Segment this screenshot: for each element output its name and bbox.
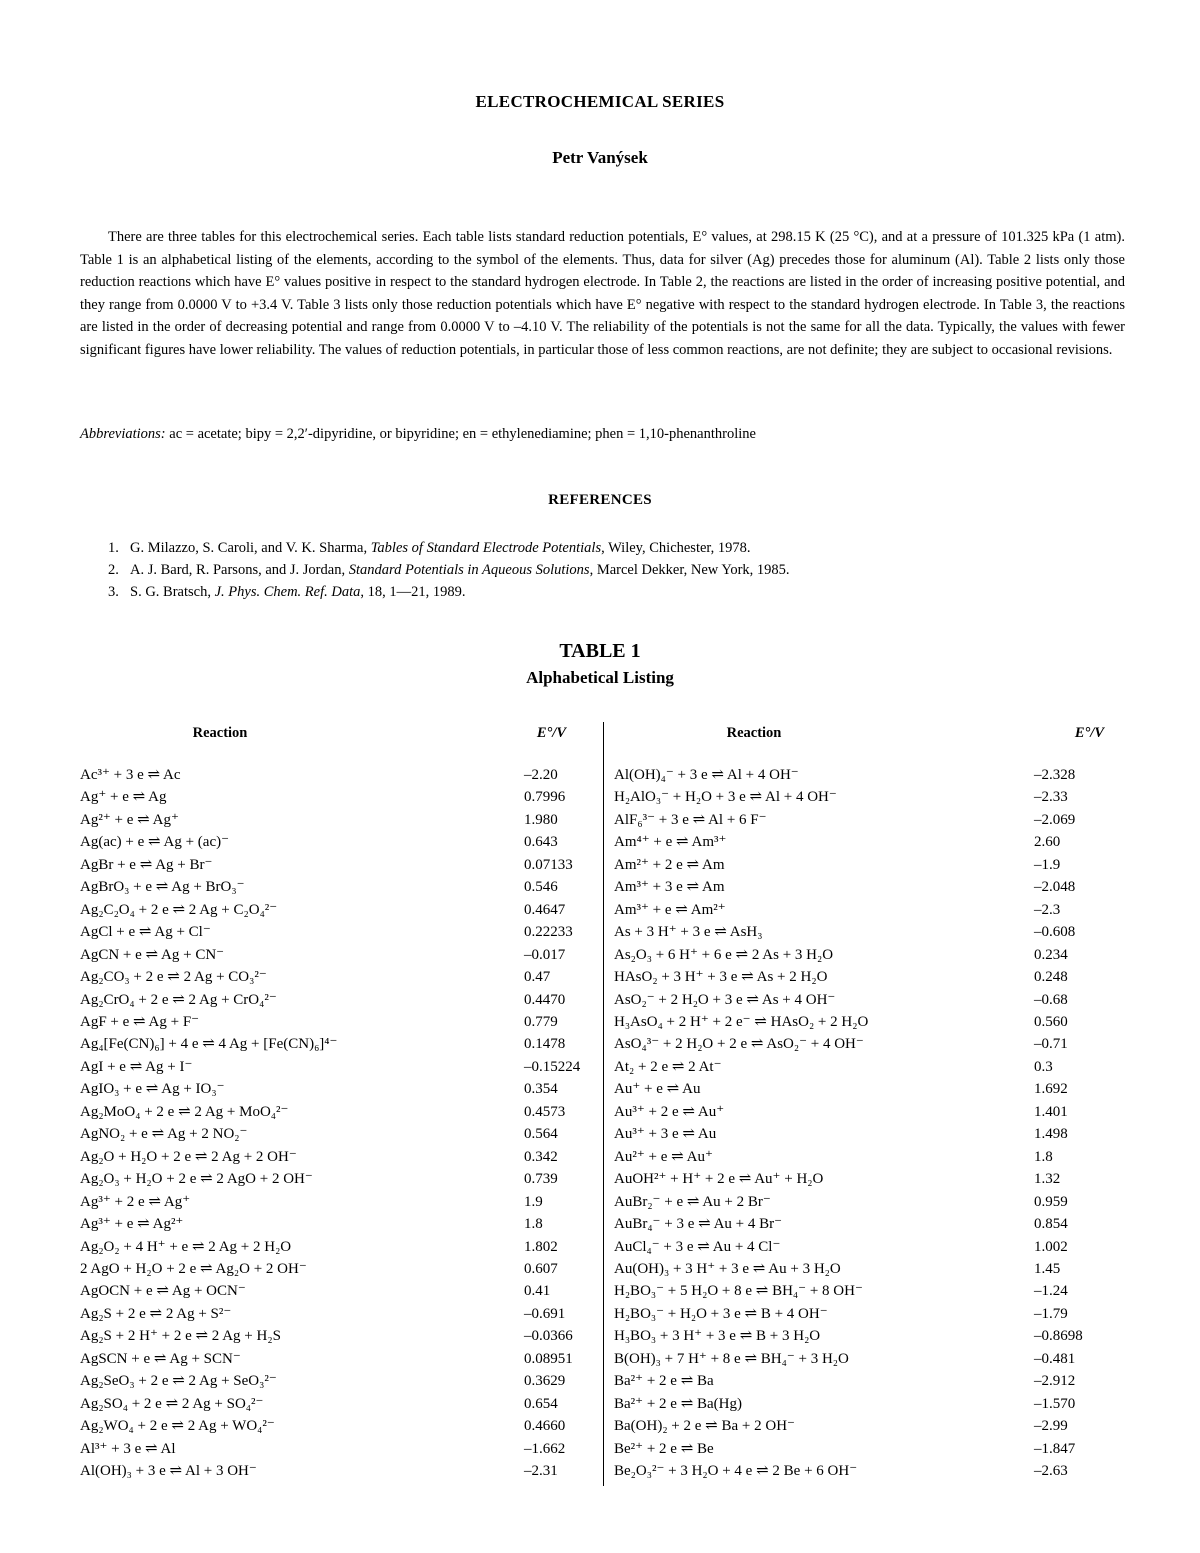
table-title: TABLE 1 bbox=[559, 640, 641, 662]
potential-cell: 1.8 bbox=[524, 1216, 543, 1233]
potential-cell: 0.654 bbox=[524, 1395, 558, 1412]
potential-cell: 0.248 bbox=[1034, 969, 1068, 986]
table-row bbox=[80, 966, 580, 988]
reaction-cell: Ag³⁺ + 2 e ⇌ Ag⁺ bbox=[80, 1193, 191, 1210]
table-subtitle: Alphabetical Listing bbox=[526, 668, 674, 687]
table-row bbox=[80, 1348, 580, 1370]
potential-cell: 1.8 bbox=[1034, 1148, 1053, 1165]
reaction-cell: Am²⁺ + 2 e ⇌ Am bbox=[614, 856, 725, 873]
table-row bbox=[80, 899, 580, 921]
reaction-cell: At₂ + 2 e ⇌ 2 At⁻ bbox=[614, 1058, 722, 1075]
reaction-cell: Au⁺ + e ⇌ Au bbox=[614, 1081, 701, 1098]
reaction-cell: Au²⁺ + e ⇌ Au⁺ bbox=[614, 1148, 713, 1165]
reaction-cell: Ag₂WO₄ + 2 e ⇌ 2 Ag + WO₄²⁻ bbox=[80, 1418, 275, 1435]
reference-number: 3. bbox=[108, 584, 119, 600]
potential-cell: 1.002 bbox=[1034, 1238, 1068, 1255]
potential-cell: –0.481 bbox=[1034, 1350, 1076, 1367]
reaction-cell: Ag₂O + H₂O + 2 e ⇌ 2 Ag + 2 OH⁻ bbox=[80, 1148, 297, 1165]
potential-cell: –1.847 bbox=[1034, 1440, 1076, 1457]
table-row bbox=[614, 831, 1104, 853]
table-row bbox=[614, 899, 1104, 921]
table-row bbox=[614, 876, 1104, 898]
potential-cell: –0.608 bbox=[1034, 924, 1076, 941]
table-rows bbox=[80, 764, 580, 1483]
reaction-cell: Be₂O₃²⁻ + 3 H₂O + 4 e ⇌ 2 Be + 6 OH⁻ bbox=[614, 1463, 858, 1480]
table-row bbox=[80, 989, 580, 1011]
table-row bbox=[614, 966, 1104, 988]
table-row bbox=[80, 1438, 580, 1460]
table-row bbox=[614, 1393, 1104, 1415]
potential-cell: 0.342 bbox=[524, 1148, 558, 1165]
potential-cell: –0.71 bbox=[1034, 1036, 1068, 1053]
table-row bbox=[80, 1191, 580, 1213]
reaction-cell: Ba²⁺ + 2 e ⇌ Ba bbox=[614, 1373, 714, 1390]
reference-title: J. Phys. Chem. Ref. Data bbox=[214, 584, 361, 600]
potential-cell: 0.4660 bbox=[524, 1418, 566, 1435]
reference-details: , 18, 1—21, 1989. bbox=[360, 584, 466, 600]
potential-cell: 0.546 bbox=[524, 879, 558, 896]
reaction-cell: AgCl + e ⇌ Ag + Cl⁻ bbox=[80, 924, 211, 941]
reaction-cell: 2 AgO + H₂O + 2 e ⇌ Ag₂O + 2 OH⁻ bbox=[80, 1260, 307, 1277]
reaction-cell: Be²⁺ + 2 e ⇌ Be bbox=[614, 1440, 714, 1457]
reaction-cell: Ag₂CO₃ + 2 e ⇌ 2 Ag + CO₃²⁻ bbox=[80, 969, 267, 986]
table-row bbox=[80, 1056, 580, 1078]
reaction-cell: Ag₂O₂ + 4 H⁺ + e ⇌ 2 Ag + 2 H₂O bbox=[80, 1238, 292, 1255]
potential-cell: 0.4647 bbox=[524, 901, 566, 918]
table-row bbox=[80, 1011, 580, 1033]
reaction-cell: As₂O₃ + 6 H⁺ + 6 e ⇌ 2 As + 3 H₂O bbox=[614, 946, 834, 963]
reaction-cell: AgI + e ⇌ Ag + I⁻ bbox=[80, 1058, 193, 1075]
potential-cell: 0.354 bbox=[524, 1081, 558, 1098]
potential-cell: –2.048 bbox=[1034, 879, 1076, 896]
potential-cell: 1.401 bbox=[1034, 1103, 1068, 1120]
potential-cell: –2.328 bbox=[1034, 767, 1076, 783]
reaction-cell: AlF₆³⁻ + 3 e ⇌ Al + 6 F⁻ bbox=[614, 811, 767, 828]
table-row bbox=[614, 1415, 1104, 1437]
reaction-column-header: Reaction bbox=[192, 725, 248, 741]
potential-cell: 1.498 bbox=[1034, 1126, 1068, 1143]
reaction-cell: Am³⁺ + 3 e ⇌ Am bbox=[614, 879, 725, 896]
table-header bbox=[614, 720, 1104, 746]
reaction-cell: Ag₄[Fe(CN)₆] + 4 e ⇌ 4 Ag + [Fe(CN)₆]⁴⁻ bbox=[80, 1036, 338, 1053]
potential-cell: –2.3 bbox=[1034, 901, 1061, 918]
reaction-cell: AgCN + e ⇌ Ag + CN⁻ bbox=[80, 946, 225, 963]
table-row bbox=[80, 831, 580, 853]
potential-cell: 0.564 bbox=[524, 1126, 558, 1143]
potential-cell: –1.662 bbox=[524, 1440, 566, 1457]
potential-cell: 0.4470 bbox=[524, 991, 566, 1008]
potential-cell: –1.79 bbox=[1034, 1305, 1068, 1322]
potential-cell: –2.069 bbox=[1034, 811, 1076, 828]
reaction-cell: Ag⁺ + e ⇌ Ag bbox=[80, 789, 167, 806]
potential-column-header: E°/V bbox=[1074, 725, 1104, 741]
table-row bbox=[80, 1415, 580, 1437]
reference-details: , Wiley, Chichester, 1978. bbox=[601, 540, 751, 556]
reaction-cell: Ag₂SeO₃ + 2 e ⇌ 2 Ag + SeO₃²⁻ bbox=[80, 1373, 277, 1390]
reaction-cell: Ag₂C₂O₄ + 2 e ⇌ 2 Ag + C₂O₄²⁻ bbox=[80, 901, 278, 918]
table-row bbox=[614, 1056, 1104, 1078]
potential-cell: 0.3 bbox=[1034, 1058, 1053, 1075]
table-row bbox=[614, 1101, 1104, 1123]
table-row bbox=[80, 854, 580, 876]
table-row bbox=[80, 1325, 580, 1347]
reaction-cell: Ag(ac) + e ⇌ Ag + (ac)⁻ bbox=[80, 834, 230, 851]
intro-paragraph: There are three tables for this electrochemical series. Each table lists standard reduction potentials, E° values, at 298.15 K (25 °C), and at a pressure of 101.325 kPa (1 atm). Table 1 is an alphabetical listing of the elements, according to the symbol of the elements. Thus, data for silver (Ag) precedes those for aluminum (Al). Table 2 lists only those reduction reactions which have E° values positive in respect to the standard hydrogen electrode. In Table 2, the reactions are listed in the order of increasing positive potential, and they range from 0.0000 V to +3.4 V. Table 3 lists only those reduction potentials which have E° negative with respect to the standard hydrogen electrode. In Table 3, the reactions are listed in the order of decreasing potential and range from 0.0000 V to –4.10 V. The reliability of the potentials is not the same for all the data. Typically, the values with fewer significant figures have lower reliability. The values of reduction potentials, in particular those of less common reactions, are not definite; they are subject to occasional revisions. bbox=[80, 229, 1125, 358]
table-row bbox=[614, 1033, 1104, 1055]
reaction-column-header: Reaction bbox=[726, 725, 782, 741]
table-row bbox=[80, 1393, 580, 1415]
table-row bbox=[80, 1123, 580, 1145]
reaction-cell: H₃AsO₄ + 2 H⁺ + 2 e⁻ ⇌ HAsO₂ + 2 H₂O bbox=[614, 1013, 869, 1030]
references-list bbox=[108, 537, 1108, 603]
potential-cell: 0.607 bbox=[524, 1260, 558, 1277]
table-row bbox=[614, 989, 1104, 1011]
reference-authors: G. Milazzo, S. Caroli, and V. K. Sharma, bbox=[130, 540, 371, 556]
table-row bbox=[80, 1101, 580, 1123]
table-row bbox=[614, 1078, 1104, 1100]
reaction-cell: AgOCN + e ⇌ Ag + OCN⁻ bbox=[80, 1283, 246, 1300]
table-row bbox=[80, 944, 580, 966]
potential-cell: 0.41 bbox=[524, 1283, 551, 1300]
potential-cell: 1.9 bbox=[524, 1193, 543, 1210]
potential-cell: 0.560 bbox=[1034, 1013, 1068, 1030]
table-row bbox=[614, 1011, 1104, 1033]
table-row bbox=[614, 1191, 1104, 1213]
table-row bbox=[614, 1303, 1104, 1325]
document-title: ELECTROCHEMICAL SERIES bbox=[475, 92, 725, 111]
column-divider bbox=[603, 722, 604, 1486]
reaction-cell: H₂BO₃⁻ + H₂O + 3 e ⇌ B + 4 OH⁻ bbox=[614, 1305, 828, 1322]
potential-cell: 0.47 bbox=[524, 969, 551, 986]
reaction-cell: AuBr₂⁻ + e ⇌ Au + 2 Br⁻ bbox=[614, 1193, 771, 1210]
potential-cell: –2.31 bbox=[524, 1463, 558, 1480]
reaction-cell: AgBrO₃ + e ⇌ Ag + BrO₃⁻ bbox=[80, 879, 245, 896]
potential-cell: –1.570 bbox=[1034, 1395, 1076, 1412]
potential-cell: 0.7996 bbox=[524, 789, 566, 806]
potential-cell: –2.33 bbox=[1034, 789, 1068, 806]
table-right-column bbox=[614, 720, 1104, 1483]
potential-cell: –0.0366 bbox=[524, 1328, 573, 1345]
potential-cell: 0.22233 bbox=[524, 924, 573, 941]
reaction-cell: Ba(OH)₂ + 2 e ⇌ Ba + 2 OH⁻ bbox=[614, 1418, 795, 1435]
potential-cell: –0.017 bbox=[524, 946, 566, 963]
potential-cell: –1.9 bbox=[1034, 856, 1061, 873]
table-row bbox=[614, 1460, 1104, 1482]
reaction-cell: H₂AlO₃⁻ + H₂O + 3 e ⇌ Al + 4 OH⁻ bbox=[614, 789, 837, 806]
potential-cell: 2.60 bbox=[1034, 834, 1061, 851]
reaction-cell: AuBr₄⁻ + 3 e ⇌ Au + 4 Br⁻ bbox=[614, 1216, 783, 1233]
reference-number: 2. bbox=[108, 562, 119, 578]
table-row bbox=[80, 1033, 580, 1055]
potential-cell: –2.20 bbox=[524, 767, 558, 783]
reaction-cell: Au³⁺ + 3 e ⇌ Au bbox=[614, 1126, 717, 1143]
reaction-cell: Ag₂MoO₄ + 2 e ⇌ 2 Ag + MoO₄²⁻ bbox=[80, 1103, 289, 1120]
potential-cell: 1.802 bbox=[524, 1238, 558, 1255]
potential-cell: –0.15224 bbox=[524, 1058, 581, 1075]
reaction-cell: H₃BO₃ + 3 H⁺ + 3 e ⇌ B + 3 H₂O bbox=[614, 1328, 821, 1345]
reaction-cell: Ba²⁺ + 2 e ⇌ Ba(Hg) bbox=[614, 1395, 742, 1412]
table-row bbox=[80, 764, 580, 786]
potential-cell: 1.32 bbox=[1034, 1171, 1061, 1188]
reference-item bbox=[108, 559, 1108, 581]
abbreviations-line bbox=[80, 426, 1125, 443]
table-row bbox=[614, 921, 1104, 943]
reaction-cell: Ac³⁺ + 3 e ⇌ Ac bbox=[80, 767, 181, 783]
reference-item bbox=[108, 537, 1108, 559]
reaction-cell: B(OH)₃ + 7 H⁺ + 8 e ⇌ BH₄⁻ + 3 H₂O bbox=[614, 1350, 849, 1367]
table-row bbox=[614, 764, 1104, 786]
table-row bbox=[614, 944, 1104, 966]
table-row bbox=[80, 1078, 580, 1100]
table-row bbox=[80, 809, 580, 831]
potential-cell: –2.912 bbox=[1034, 1373, 1076, 1390]
potential-cell: 0.854 bbox=[1034, 1216, 1068, 1233]
table-header bbox=[80, 720, 580, 746]
abbreviations-label: Abbreviations: bbox=[80, 426, 166, 442]
table-row bbox=[80, 1236, 580, 1258]
reaction-cell: H₂BO₃⁻ + 5 H₂O + 8 e ⇌ BH₄⁻ + 8 OH⁻ bbox=[614, 1283, 863, 1300]
reaction-cell: Am³⁺ + e ⇌ Am²⁺ bbox=[614, 901, 726, 918]
potential-cell: –0.68 bbox=[1034, 991, 1068, 1008]
reaction-cell: Al³⁺ + 3 e ⇌ Al bbox=[80, 1440, 176, 1457]
table-row bbox=[80, 1168, 580, 1190]
references-heading: REFERENCES bbox=[548, 492, 652, 508]
table-row bbox=[80, 1213, 580, 1235]
table-row bbox=[80, 921, 580, 943]
table-row bbox=[614, 1123, 1104, 1145]
reaction-cell: Ag²⁺ + e ⇌ Ag⁺ bbox=[80, 811, 179, 828]
reaction-cell: Au³⁺ + 2 e ⇌ Au⁺ bbox=[614, 1103, 725, 1120]
reaction-cell: HAsO₂ + 3 H⁺ + 3 e ⇌ As + 2 H₂O bbox=[614, 969, 828, 986]
potential-cell: 1.45 bbox=[1034, 1260, 1061, 1277]
table-row bbox=[614, 1348, 1104, 1370]
potential-cell: –0.691 bbox=[524, 1305, 566, 1322]
potential-cell: 0.4573 bbox=[524, 1103, 566, 1120]
reference-number: 1. bbox=[108, 540, 119, 556]
reaction-cell: AsO₂⁻ + 2 H₂O + 3 e ⇌ As + 4 OH⁻ bbox=[614, 991, 836, 1008]
potential-cell: 0.739 bbox=[524, 1171, 558, 1188]
table-row bbox=[80, 1370, 580, 1392]
reaction-cell: Ag₂S + 2 H⁺ + 2 e ⇌ 2 Ag + H₂S bbox=[80, 1328, 281, 1345]
reaction-cell: As + 3 H⁺ + 3 e ⇌ AsH₃ bbox=[614, 924, 763, 941]
potential-cell: 0.07133 bbox=[524, 856, 573, 873]
table-row bbox=[614, 1280, 1104, 1302]
table-row bbox=[614, 854, 1104, 876]
potential-cell: 0.959 bbox=[1034, 1193, 1068, 1210]
table-row bbox=[614, 1146, 1104, 1168]
reaction-cell: AsO₄³⁻ + 2 H₂O + 2 e ⇌ AsO₂⁻ + 4 OH⁻ bbox=[614, 1036, 864, 1053]
potential-cell: 0.643 bbox=[524, 834, 558, 851]
reference-authors: A. J. Bard, R. Parsons, and J. Jordan, bbox=[130, 562, 349, 578]
potential-cell: 1.692 bbox=[1034, 1081, 1068, 1098]
reference-title: Standard Potentials in Aqueous Solutions bbox=[348, 562, 590, 578]
table-row bbox=[614, 1438, 1104, 1460]
reaction-cell: Au(OH)₃ + 3 H⁺ + 3 e ⇌ Au + 3 H₂O bbox=[614, 1260, 841, 1277]
table-row bbox=[614, 786, 1104, 808]
reference-title: Tables of Standard Electrode Potentials bbox=[370, 540, 602, 556]
reaction-cell: Al(OH)₃ + 3 e ⇌ Al + 3 OH⁻ bbox=[80, 1463, 257, 1480]
document-author: Petr Vanýsek bbox=[552, 148, 648, 167]
reaction-cell: Ag³⁺ + e ⇌ Ag²⁺ bbox=[80, 1216, 184, 1233]
table-row bbox=[614, 1370, 1104, 1392]
reaction-cell: AgBr + e ⇌ Ag + Br⁻ bbox=[80, 856, 213, 873]
table-row bbox=[614, 1325, 1104, 1347]
table-row bbox=[80, 1146, 580, 1168]
reference-authors: S. G. Bratsch, bbox=[130, 584, 215, 600]
potential-cell: –2.99 bbox=[1034, 1418, 1068, 1435]
potential-cell: –0.8698 bbox=[1034, 1328, 1083, 1345]
table-left-column bbox=[80, 720, 580, 1483]
table-row bbox=[614, 1168, 1104, 1190]
table-row bbox=[80, 1280, 580, 1302]
reaction-cell: Ag₂SO₄ + 2 e ⇌ 2 Ag + SO₄²⁻ bbox=[80, 1395, 264, 1412]
table-row bbox=[80, 876, 580, 898]
table-rows bbox=[614, 764, 1104, 1483]
reference-details: , Marcel Dekker, New York, 1985. bbox=[589, 562, 790, 578]
reaction-cell: Am⁴⁺ + e ⇌ Am³⁺ bbox=[614, 834, 727, 851]
potential-cell: 0.3629 bbox=[524, 1373, 566, 1390]
table-row bbox=[614, 1258, 1104, 1280]
potential-cell: 0.779 bbox=[524, 1013, 558, 1030]
table-row bbox=[80, 1258, 580, 1280]
potential-cell: 1.980 bbox=[524, 811, 558, 828]
table-row bbox=[614, 1236, 1104, 1258]
table-row bbox=[80, 1303, 580, 1325]
reaction-cell: AuOH²⁺ + H⁺ + 2 e ⇌ Au⁺ + H₂O bbox=[614, 1171, 824, 1188]
reaction-cell: AgF + e ⇌ Ag + F⁻ bbox=[80, 1013, 200, 1030]
reaction-cell: Ag₂CrO₄ + 2 e ⇌ 2 Ag + CrO₄²⁻ bbox=[80, 991, 277, 1008]
potential-column-header: E°/V bbox=[536, 725, 566, 741]
reaction-cell: Ag₂S + 2 e ⇌ 2 Ag + S²⁻ bbox=[80, 1305, 232, 1322]
potential-cell: –2.63 bbox=[1034, 1463, 1068, 1480]
reaction-cell: AgNO₂ + e ⇌ Ag + 2 NO₂⁻ bbox=[80, 1126, 248, 1143]
table-row bbox=[614, 1213, 1104, 1235]
reaction-cell: AuCl₄⁻ + 3 e ⇌ Au + 4 Cl⁻ bbox=[614, 1238, 781, 1255]
reaction-cell: AgIO₃ + e ⇌ Ag + IO₃⁻ bbox=[80, 1081, 225, 1098]
potential-cell: 0.234 bbox=[1034, 946, 1068, 963]
reaction-cell: AgSCN + e ⇌ Ag + SCN⁻ bbox=[80, 1350, 241, 1367]
reference-item bbox=[108, 581, 1108, 603]
abbreviations-text: ac = acetate; bipy = 2,2′-dipyridine, or bipyridine; en = ethylenediamine; phen = 1,10-phenanthroline bbox=[165, 426, 756, 442]
potential-cell: 0.08951 bbox=[524, 1350, 573, 1367]
potential-cell: –1.24 bbox=[1034, 1283, 1068, 1300]
potential-cell: 0.1478 bbox=[524, 1036, 566, 1053]
table-row bbox=[80, 786, 580, 808]
table-row bbox=[80, 1460, 580, 1482]
reaction-cell: Ag₂O₃ + H₂O + 2 e ⇌ 2 AgO + 2 OH⁻ bbox=[80, 1171, 313, 1188]
table-row bbox=[614, 809, 1104, 831]
reaction-cell: Al(OH)₄⁻ + 3 e ⇌ Al + 4 OH⁻ bbox=[614, 767, 799, 783]
